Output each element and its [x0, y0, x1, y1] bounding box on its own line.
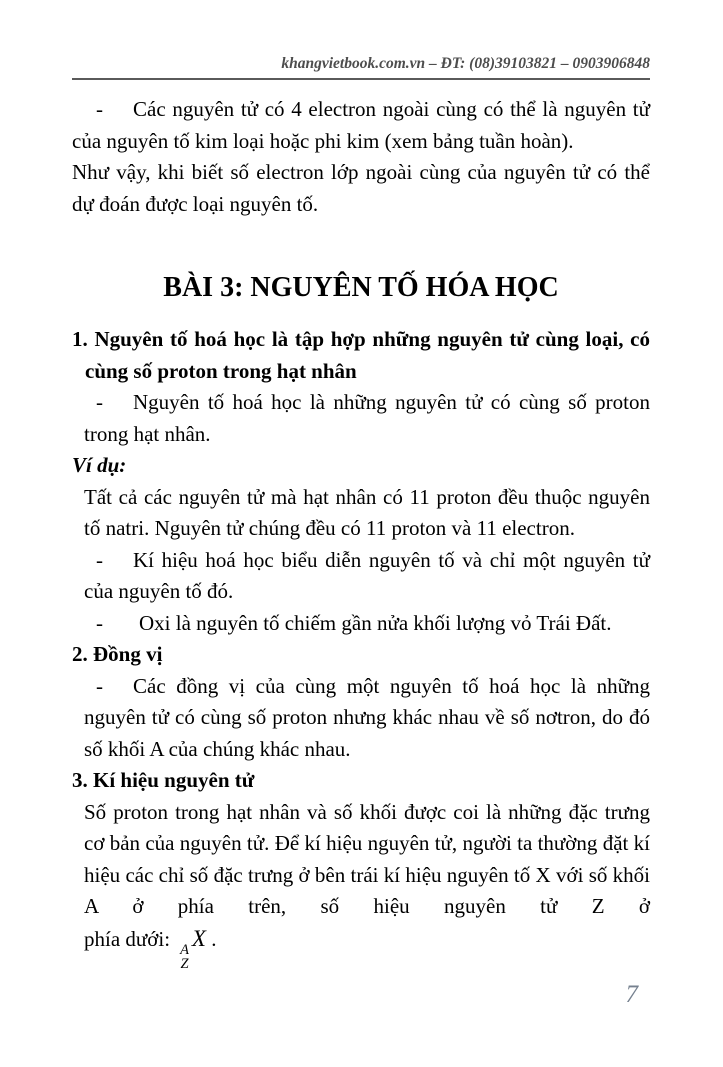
dash-marker: - [96, 673, 103, 698]
intro-bullet [72, 94, 650, 157]
intro-note: Như vậy, khi biết số electron lớp ngoài cùng của nguyên tử có thể dự đoán được loại nguyên tố. [72, 160, 650, 216]
section1-heading: 1. Nguyên tố hoá học là tập hợp những nguyên tử cùng loại, có cùng số proton trong hạt nhân [72, 327, 650, 383]
example-text: Tất cả các nguyên tử mà hạt nhân có 11 proton đều thuộc nguyên tố natri. Nguyên tử chúng đều có 11 proton và 11 electron. [84, 484, 650, 540]
section2-bullet-1-text: Các đồng vị của cùng một nguyên tố hoá học là những nguyên tử có cùng số proton nhưng khác nhau về số nơtron, do đó số khối A của chúng khác nhau. [84, 673, 650, 761]
dash-marker: - [96, 390, 103, 414]
publisher-credit: khangvietbook.com.vn – ĐT: (08)39103821 – 0903906848 [281, 55, 650, 72]
example-label: Ví dụ: [72, 453, 127, 477]
section2-bullet-1 [72, 671, 650, 766]
example-label-line [72, 450, 650, 482]
page-number: 7 [625, 980, 638, 1008]
section1-bullet-1-text: Nguyên tố hoá học là những nguyên tử có cùng số proton trong hạt nhân. [84, 390, 650, 446]
section1-bullet-1 [72, 387, 650, 450]
nuclide-notation [180, 943, 189, 971]
page-header [72, 55, 650, 80]
formula-prefix: phía dưới: [84, 926, 171, 951]
section1-bullet-3 [72, 608, 650, 640]
section3-heading: 3. Kí hiệu nguyên tử [72, 768, 255, 792]
atomic-number: Z [180, 955, 189, 972]
section1-bullet-2-text: Kí hiệu hoá học biểu diễn nguyên tố và chỉ một nguyên tử của nguyên tố đó. [84, 547, 650, 603]
dash-marker: - [96, 610, 103, 635]
lesson-title: BÀI 3: NGUYÊN TỐ HÓA HỌC [163, 272, 559, 303]
page-footer [72, 981, 650, 1009]
page-body [72, 94, 650, 971]
section1-bullet-3-text: Oxi là nguyên tố chiếm gần nửa khối lượng vỏ Trái Đất. [139, 610, 612, 635]
dash-marker: - [96, 97, 103, 121]
section3-body: Số proton trong hạt nhân và số khối được coi là những đặc trưng cơ bản của nguyên tử. Để kí hiệu nguyên tử, người ta thường đặt kí hiệu các chỉ số đặc trưng ở bên trái kí hiệu nguyên tố X với số khối A ở phía trên, số hiệu nguyên tử Z ở [84, 799, 650, 918]
formula-line [72, 923, 650, 971]
element-symbol: X [191, 925, 206, 951]
mass-number: A [180, 941, 189, 958]
dash-marker: - [96, 547, 103, 572]
section1-bullet-2 [72, 545, 650, 608]
formula-suffix: . [211, 926, 217, 951]
intro-bullet-text: Các nguyên tử có 4 electron ngoài cùng có thể là nguyên tử của nguyên tố kim loại hoặc phi kim (xem bảng tuần hoàn). [72, 97, 650, 153]
section2-heading: 2. Đồng vị [72, 642, 163, 666]
